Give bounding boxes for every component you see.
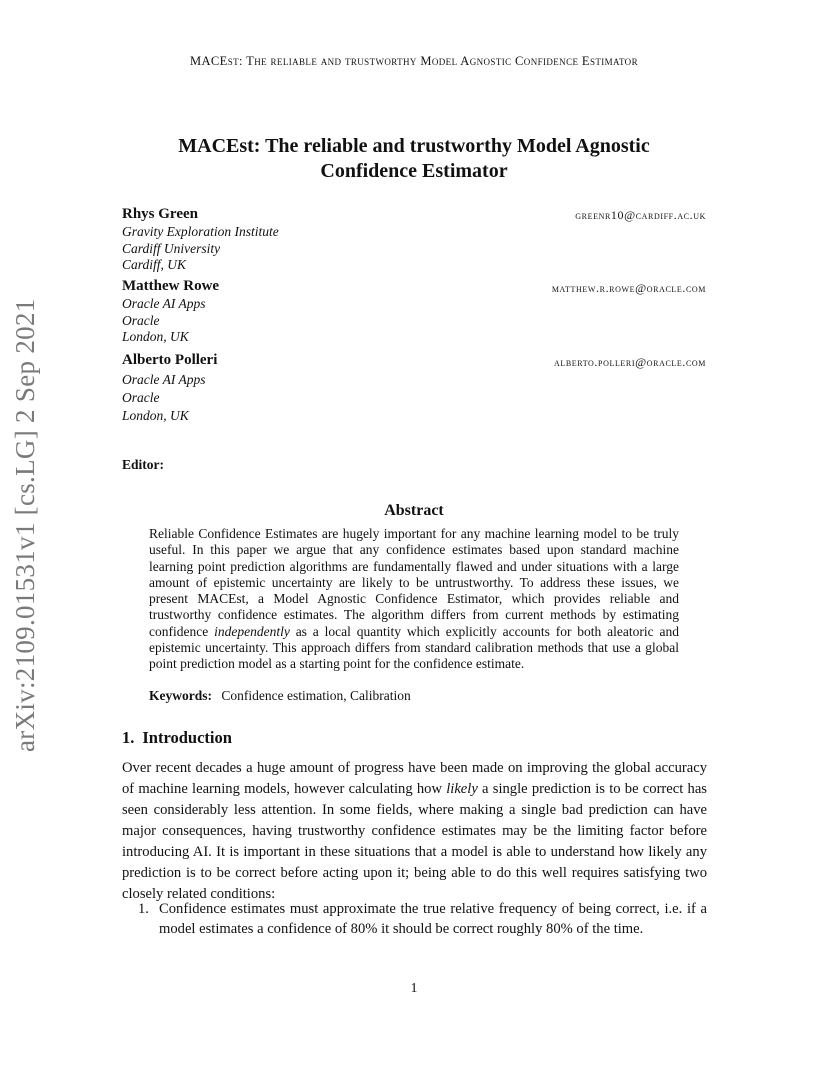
intro-emphasis: likely bbox=[446, 781, 478, 797]
title-line-1: MACEst: The reliable and trustworthy Model Agnostic bbox=[178, 135, 650, 157]
list-marker: 1. bbox=[138, 901, 149, 917]
author-email[interactable]: alberto.polleri@oracle.com bbox=[553, 355, 706, 369]
paper-title bbox=[100, 134, 728, 184]
abstract-heading: Abstract bbox=[384, 502, 444, 519]
arxiv-stamp[interactable]: arXiv:2109.01531v1 [cs.LG] 2 Sep 2021 bbox=[10, 298, 40, 752]
affiliation-line: London, UK bbox=[122, 329, 189, 344]
list-item bbox=[138, 900, 707, 939]
author-email[interactable]: matthew.r.rowe@oracle.com bbox=[551, 281, 706, 295]
author-block-1 bbox=[122, 206, 279, 274]
author-affiliation bbox=[122, 371, 217, 425]
affiliation-line: London, UK bbox=[122, 408, 189, 423]
author-name: Rhys Green bbox=[122, 206, 198, 222]
keywords-text: Confidence estimation, Calibration bbox=[221, 688, 411, 703]
affiliation-line: Oracle bbox=[122, 312, 160, 328]
affiliation-line: Gravity Exploration Institute bbox=[122, 224, 279, 239]
author-name: Alberto Polleri bbox=[122, 352, 218, 368]
affiliation-line: Oracle AI Apps bbox=[122, 296, 206, 311]
section-number: 1. bbox=[122, 728, 135, 747]
title-line-2: Confidence Estimator bbox=[320, 160, 508, 182]
intro-paragraph bbox=[122, 758, 707, 905]
list-item-text: Confidence estimates must approximate the true relative frequency of being correct, i.e. if a model estimates a confidence of 80% it should be correct roughly 80% of the time. bbox=[159, 901, 707, 937]
affiliation-line: Cardiff, UK bbox=[122, 257, 187, 272]
intro-segment: Over recent decades a huge amount of progress have been made on improving the global accuracy of machine learning models, however calculating how bbox=[122, 760, 707, 797]
section-title: Introduction bbox=[142, 728, 232, 747]
page-number: 1 bbox=[410, 981, 418, 996]
abstract-segment: as a local quantity which explicitly accounts for both aleatoric and epistemic uncertainty. This approach differs from standard calibration methods that use a global point prediction model as a starting point for the confidence estimate. bbox=[149, 623, 679, 672]
author-affiliation bbox=[122, 296, 219, 346]
author-affiliation bbox=[122, 224, 279, 274]
affiliation-line: Cardiff University bbox=[122, 240, 221, 256]
abstract-text bbox=[149, 526, 679, 673]
affiliation-line: Oracle bbox=[122, 390, 160, 405]
affiliation-line: Oracle AI Apps bbox=[122, 372, 206, 387]
running-header: MACEst: The reliable and trustworthy Model Agnostic Confidence Estimator bbox=[189, 54, 638, 68]
abstract-segment: Reliable Confidence Estimates are hugely important for any machine learning model to be truly useful. In this paper we argue that any confidence estimates based upon standard machine learning point prediction algorithms are fundamentally flawed and under situations with a large amount of epistemic uncertainty are likely to be untrustworthy. To address these issues, we present MACEst, a Model Agnostic Confidence Estimator, which provides reliable and trustworthy confidence estimates. The algorithm differs from current methods by estimating confidence bbox=[149, 526, 679, 639]
keywords bbox=[149, 688, 411, 704]
author-block-3 bbox=[122, 352, 217, 425]
author-email[interactable]: greenr10@cardiff.ac.uk bbox=[575, 208, 706, 222]
section-heading bbox=[122, 728, 232, 748]
author-block-2 bbox=[122, 278, 219, 346]
keywords-label: Keywords: bbox=[149, 688, 212, 703]
editor-label: Editor: bbox=[122, 457, 164, 472]
abstract-emphasis: independently bbox=[214, 623, 290, 639]
intro-segment: a single prediction is to be correct has seen considerably less attention. In some fields, where making a single bad prediction can have major consequences, having trustworthy confidence estimates may be the limiting factor before introducing AI. It is important in these situations that a model is able to understand how likely any prediction is to be correct before acting upon it; being able to do this well requires satisfying two closely related conditions: bbox=[122, 781, 707, 902]
author-name: Matthew Rowe bbox=[122, 278, 220, 294]
